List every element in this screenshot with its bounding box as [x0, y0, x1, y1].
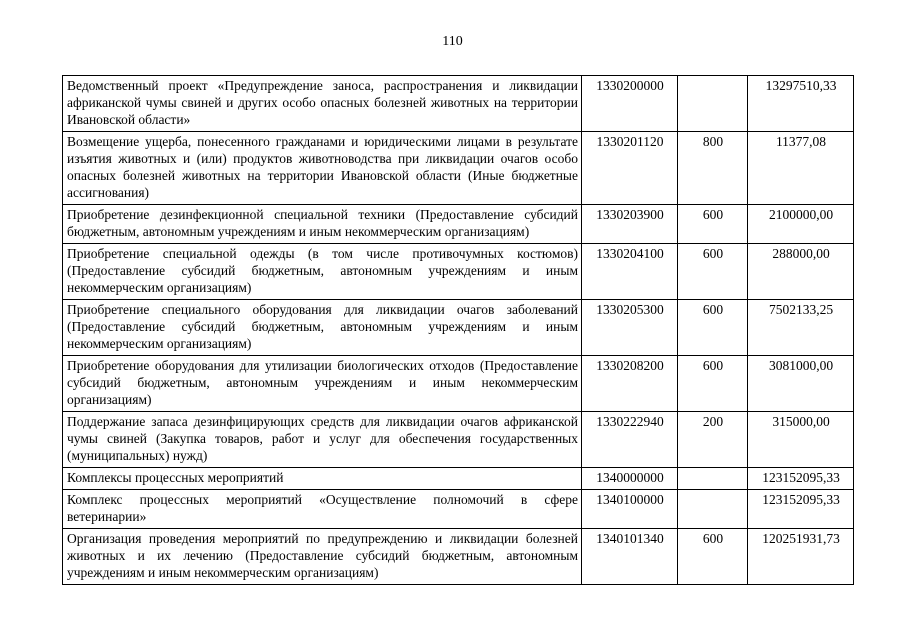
row-title: Комплекс процессных мероприятий «Осуществление полномочий в сфере ветеринарии»	[63, 490, 582, 529]
table-row	[63, 244, 854, 300]
row-amount: 288000,00	[748, 244, 854, 300]
row-title: Комплексы процессных мероприятий	[63, 468, 582, 490]
table-row	[63, 490, 854, 529]
row-amount: 123152095,33	[748, 490, 854, 529]
row-expense-type	[678, 490, 748, 529]
table-row	[63, 468, 854, 490]
row-budget-code: 1330200000	[582, 76, 678, 132]
page-number: 110	[442, 34, 463, 49]
row-expense-type	[678, 76, 748, 132]
table-row	[63, 300, 854, 356]
row-expense-type: 600	[678, 205, 748, 244]
row-title: Поддержание запаса дезинфицирующих средств для ликвидации очагов африканской чумы свиней (Закупка товаров, работ и услуг для обеспечения государственных (муниципальных) нужд)	[63, 412, 582, 468]
row-budget-code: 1330222940	[582, 412, 678, 468]
row-budget-code: 1340000000	[582, 468, 678, 490]
table-row	[63, 205, 854, 244]
row-amount: 315000,00	[748, 412, 854, 468]
row-expense-type: 600	[678, 300, 748, 356]
row-title: Ведомственный проект «Предупреждение заноса, распространения и ликвидации африканской чумы свиней и других особо опасных болезней животных на территории Ивановской области»	[63, 76, 582, 132]
table-row	[63, 529, 854, 585]
table-row	[63, 412, 854, 468]
table-row	[63, 76, 854, 132]
row-title: Возмещение ущерба, понесенного гражданами и юридическими лицами в результате изъятия животных и (или) продуктов животноводства при ликвидации очагов особо опасных болезней животных на территории Ивановской области (Иные бюджетные ассигнования)	[63, 132, 582, 205]
row-budget-code: 1330204100	[582, 244, 678, 300]
row-budget-code: 1330203900	[582, 205, 678, 244]
row-amount: 123152095,33	[748, 468, 854, 490]
table-row	[63, 132, 854, 205]
row-expense-type	[678, 468, 748, 490]
row-expense-type: 800	[678, 132, 748, 205]
table-row	[63, 356, 854, 412]
row-budget-code: 1330208200	[582, 356, 678, 412]
row-amount: 11377,08	[748, 132, 854, 205]
row-expense-type: 200	[678, 412, 748, 468]
row-title: Приобретение специальной одежды (в том числе противочумных костюмов) (Предоставление субсидий бюджетным, автономным учреждениям и иным некоммерческим организациям)	[63, 244, 582, 300]
row-budget-code: 1330205300	[582, 300, 678, 356]
row-expense-type: 600	[678, 356, 748, 412]
row-expense-type: 600	[678, 244, 748, 300]
row-expense-type: 600	[678, 529, 748, 585]
row-title: Приобретение специального оборудования для ликвидации очагов заболеваний (Предоставление субсидий бюджетным, автономным учреждениям и иным некоммерческим организациям)	[63, 300, 582, 356]
row-budget-code: 1340101340	[582, 529, 678, 585]
row-budget-code: 1340100000	[582, 490, 678, 529]
row-amount: 120251931,73	[748, 529, 854, 585]
row-amount: 7502133,25	[748, 300, 854, 356]
row-title: Приобретение дезинфекционной специальной техники (Предоставление субсидий бюджетным, автономным учреждениям и иным некоммерческим организациям)	[63, 205, 582, 244]
row-title: Организация проведения мероприятий по предупреждению и ликвидации болезней животных и их лечению (Предоставление субсидий бюджетным, автономным учреждениям и иным некоммерческим организациям)	[63, 529, 582, 585]
row-budget-code: 1330201120	[582, 132, 678, 205]
row-title: Приобретение оборудования для утилизации биологических отходов (Предоставление субсидий бюджетным, автономным учреждениям и иным некоммерческим организациям)	[63, 356, 582, 412]
row-amount: 3081000,00	[748, 356, 854, 412]
budget-table	[62, 75, 854, 585]
row-amount: 2100000,00	[748, 205, 854, 244]
row-amount: 13297510,33	[748, 76, 854, 132]
